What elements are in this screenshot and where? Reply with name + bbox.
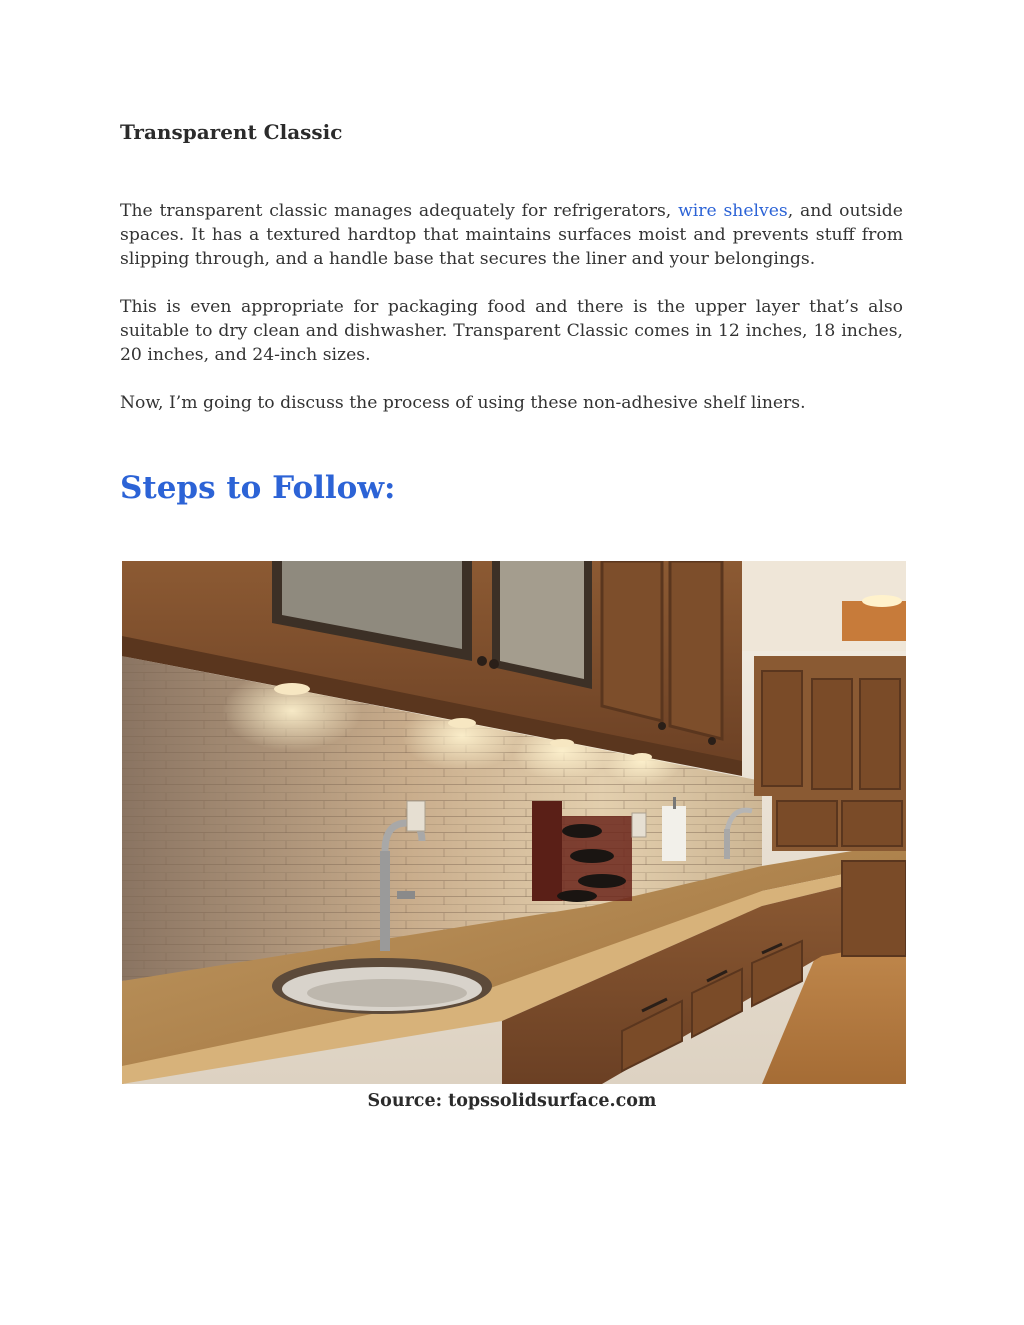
paragraph-transition: Now, I’m going to discuss the process of using these non-adhesive shelf liners.: [120, 393, 806, 413]
paragraph-intro: [120, 199, 903, 271]
kitchen-photo: [122, 561, 906, 1084]
paragraph-intro-end: , and outside spaces. It has a textured hardtop that maintains surfaces moist and prevents stuff from slipping through, and a handle base that secures the liner and your belongings.: [120, 201, 903, 269]
paragraph-sizes: This is even appropriate for packaging food and there is the upper layer that’s also suitable to dry clean and dishwasher. Transparent Classic comes in 12 inches, 18 inches, 20 inches, and 24-inch sizes.: [120, 297, 903, 365]
subheading: Transparent Classic: [120, 120, 343, 144]
wire-shelves-link[interactable]: wire shelves: [678, 201, 788, 221]
steps-heading: Steps to Follow:: [120, 470, 396, 506]
paragraph-intro-start: The transparent classic manages adequately for refrigerators,: [120, 201, 679, 221]
photo-caption: Source: topssolidsurface.com: [367, 1091, 657, 1111]
kitchen-photo-illustration: [122, 561, 906, 1084]
